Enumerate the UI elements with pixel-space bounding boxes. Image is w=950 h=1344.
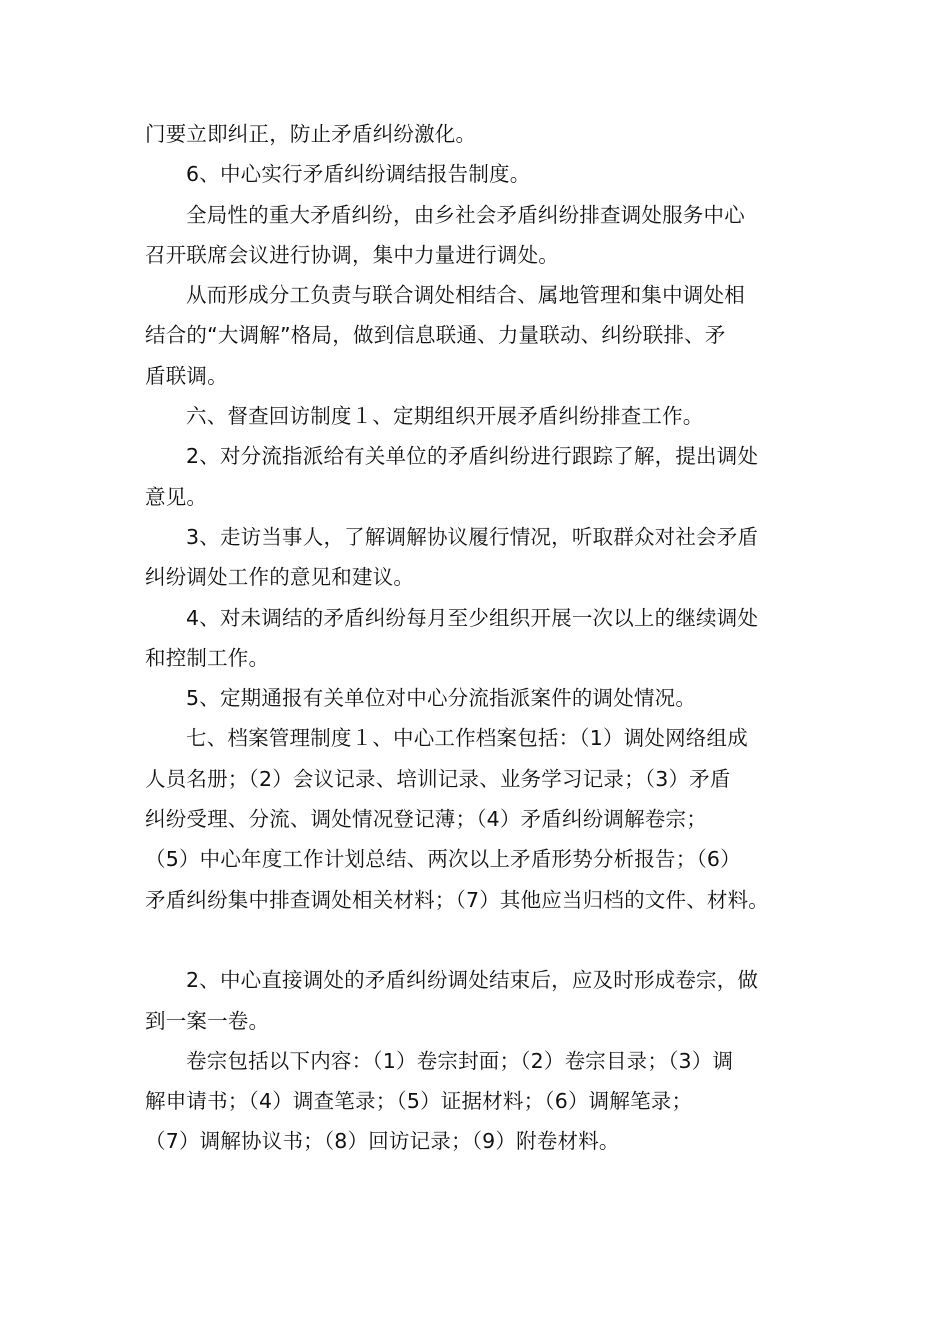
para-12 [145, 1041, 825, 1162]
text-line: 5、定期通报有关单位对中心分流指派案件的调处情况。 [186, 686, 697, 711]
para-7 [145, 517, 825, 598]
text-line: 2、对分流指派给有关单位的矛盾纠纷进行跟踪了解，提出调处 [186, 444, 759, 469]
para-2 [145, 154, 825, 194]
text-line: 纠纷调处工作的意见和建议。 [145, 565, 415, 590]
para-4 [145, 275, 825, 396]
para-9 [145, 678, 825, 718]
text-line: 4、对未调结的矛盾纠纷每月至少组织开展一次以上的继续调处 [186, 605, 759, 630]
para-8 [145, 598, 825, 679]
text-line: 3、走访当事人，了解调解协议履行情况，听取群众对社会矛盾 [186, 524, 759, 549]
text-line: 到一案一卷。 [145, 1008, 270, 1033]
para-10 [145, 718, 825, 919]
text-line: 6、中心实行矛盾纠纷调结报告制度。 [186, 162, 531, 187]
text-line: 人员名册；（2）会议记录、培训记录、业务学习记录；（3）矛盾 [145, 766, 731, 791]
text-line: 六、督查回访制度１、定期组织开展矛盾纠纷排查工作。 [186, 404, 704, 429]
text-line: 从而形成分工负责与联合调处相结合、属地管理和集中调处相 [186, 283, 745, 308]
text-line: 结合的“大调解”格局，做到信息联通、力量联动、纠纷联排、矛 [145, 323, 726, 348]
para-11 [145, 960, 825, 1041]
text-line: 和控制工作。 [145, 645, 270, 670]
text-line: 2、中心直接调处的矛盾纠纷调处结束后，应及时形成卷宗，做 [186, 968, 759, 993]
text-line: 盾联调。 [145, 363, 228, 388]
document-page [145, 114, 825, 1162]
text-line: 卷宗包括以下内容：（1）卷宗封面；（2）卷宗目录；（3）调 [186, 1048, 734, 1073]
para-5 [145, 396, 825, 436]
text-line: 七、档案管理制度１、中心工作档案包括：（1）调处网络组成 [186, 726, 748, 751]
blank-line [145, 920, 825, 960]
para-3 [145, 195, 825, 276]
text-line: 纠纷受理、分流、调处情况登记薄；（4）矛盾纠纷调解卷宗； [145, 807, 707, 832]
text-line: （7）调解协议书；（8）回访记录；（9）附卷材料。 [145, 1129, 620, 1154]
text-line: 矛盾纠纷集中排查调处相关材料；（7）其他应当归档的文件、材料。 [145, 887, 769, 912]
para-1 [145, 114, 825, 154]
text-line: 门要立即纠正，防止矛盾纠纷激化。 [145, 122, 477, 146]
text-line: （5）中心年度工作计划总结、两次以上矛盾形势分析报告；（6） [145, 847, 741, 872]
text-line: 全局性的重大矛盾纠纷，由乡社会矛盾纠纷排查调处服务中心 [186, 202, 745, 227]
text-line: 解申请书；（4）调查笔录；（5）证据材料；（6）调解笔录； [145, 1089, 693, 1114]
text-line: 召开联席会议进行协调，集中力量进行调处。 [145, 242, 559, 267]
para-6 [145, 436, 825, 517]
text-line: 意见。 [145, 484, 208, 509]
